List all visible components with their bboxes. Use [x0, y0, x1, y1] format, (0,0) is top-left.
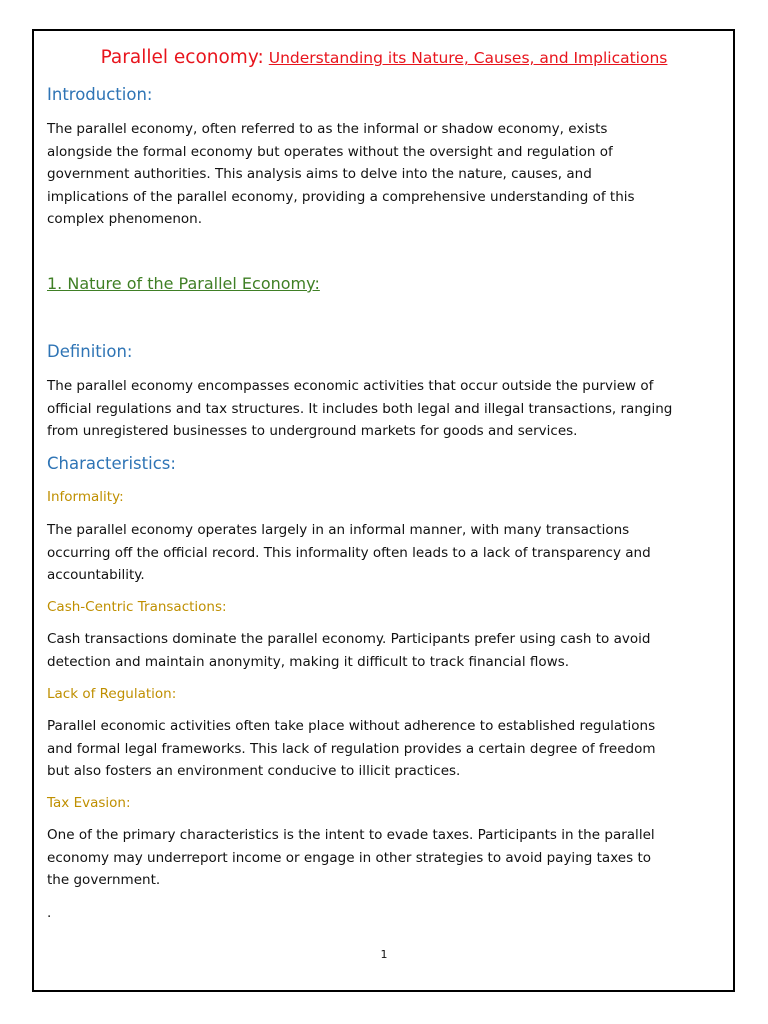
text-line: accountability. — [47, 567, 145, 584]
page-number: 1 — [380, 948, 388, 961]
text-line: implications of the parallel economy, providing a comprehensive understanding of this — [47, 188, 635, 205]
text-line: but also fosters an environment conducive to illicit practices. — [47, 763, 461, 780]
text-line: official regulations and tax structures. It includes both legal and illegal transactions, ranging — [47, 400, 673, 417]
informality-paragraph — [47, 519, 727, 587]
text-line: from unregistered businesses to underground markets for goods and services. — [47, 423, 578, 440]
tax-evasion-heading: Tax Evasion: — [47, 795, 131, 811]
text-line: complex phenomenon. — [47, 211, 203, 228]
page-frame — [32, 29, 735, 992]
introduction-heading: Introduction: — [47, 85, 153, 104]
trailing-period: . — [47, 905, 52, 921]
text-line: Cash transactions dominate the parallel economy. Participants prefer using cash to avoid — [47, 631, 651, 647]
text-line: occurring off the official record. This informality often leads to a lack of transparency and — [47, 544, 651, 561]
title-subtitle: Understanding its Nature, Causes, and Implications — [268, 49, 668, 67]
tax-evasion-paragraph — [47, 824, 727, 892]
lack-of-regulation-paragraph — [47, 715, 727, 783]
text-line: The parallel economy encompasses economic activities that occur outside the purview of — [47, 378, 654, 394]
title-main: Parallel economy — [100, 47, 258, 68]
text-line: government authorities. This analysis aims to delve into the nature, causes, and — [47, 166, 592, 183]
text-line: and formal legal frameworks. This lack of regulation provides a certain degree of freedom — [47, 740, 656, 757]
definition-heading: Definition: — [47, 342, 133, 361]
section-1-heading: 1. Nature of the Parallel Economy: — [47, 274, 320, 293]
cash-centric-paragraph — [47, 628, 727, 673]
text-line: economy may underreport income or engage in other strategies to avoid paying taxes to — [47, 849, 652, 866]
introduction-paragraph — [47, 118, 727, 231]
text-line: Parallel economic activities often take place without adherence to established regulations — [47, 718, 656, 734]
text-line: alongside the formal economy but operates without the oversight and regulation of — [47, 143, 613, 160]
informality-heading: Informality: — [47, 489, 124, 505]
title-colon: : — [257, 47, 264, 68]
definition-paragraph — [47, 375, 727, 443]
cash-centric-heading: Cash-Centric Transactions: — [47, 599, 227, 615]
text-line: detection and maintain anonymity, making it difficult to track financial flows. — [47, 653, 570, 670]
text-line: The parallel economy, often referred to as the informal or shadow economy, exists — [47, 121, 608, 137]
document-title — [34, 47, 734, 68]
text-line: the government. — [47, 872, 161, 889]
text-line: One of the primary characteristics is the intent to evade taxes. Participants in the parallel — [47, 827, 655, 843]
characteristics-heading: Characteristics: — [47, 454, 176, 473]
lack-of-regulation-heading: Lack of Regulation: — [47, 686, 177, 702]
text-line: The parallel economy operates largely in an informal manner, with many transactions — [47, 522, 630, 538]
